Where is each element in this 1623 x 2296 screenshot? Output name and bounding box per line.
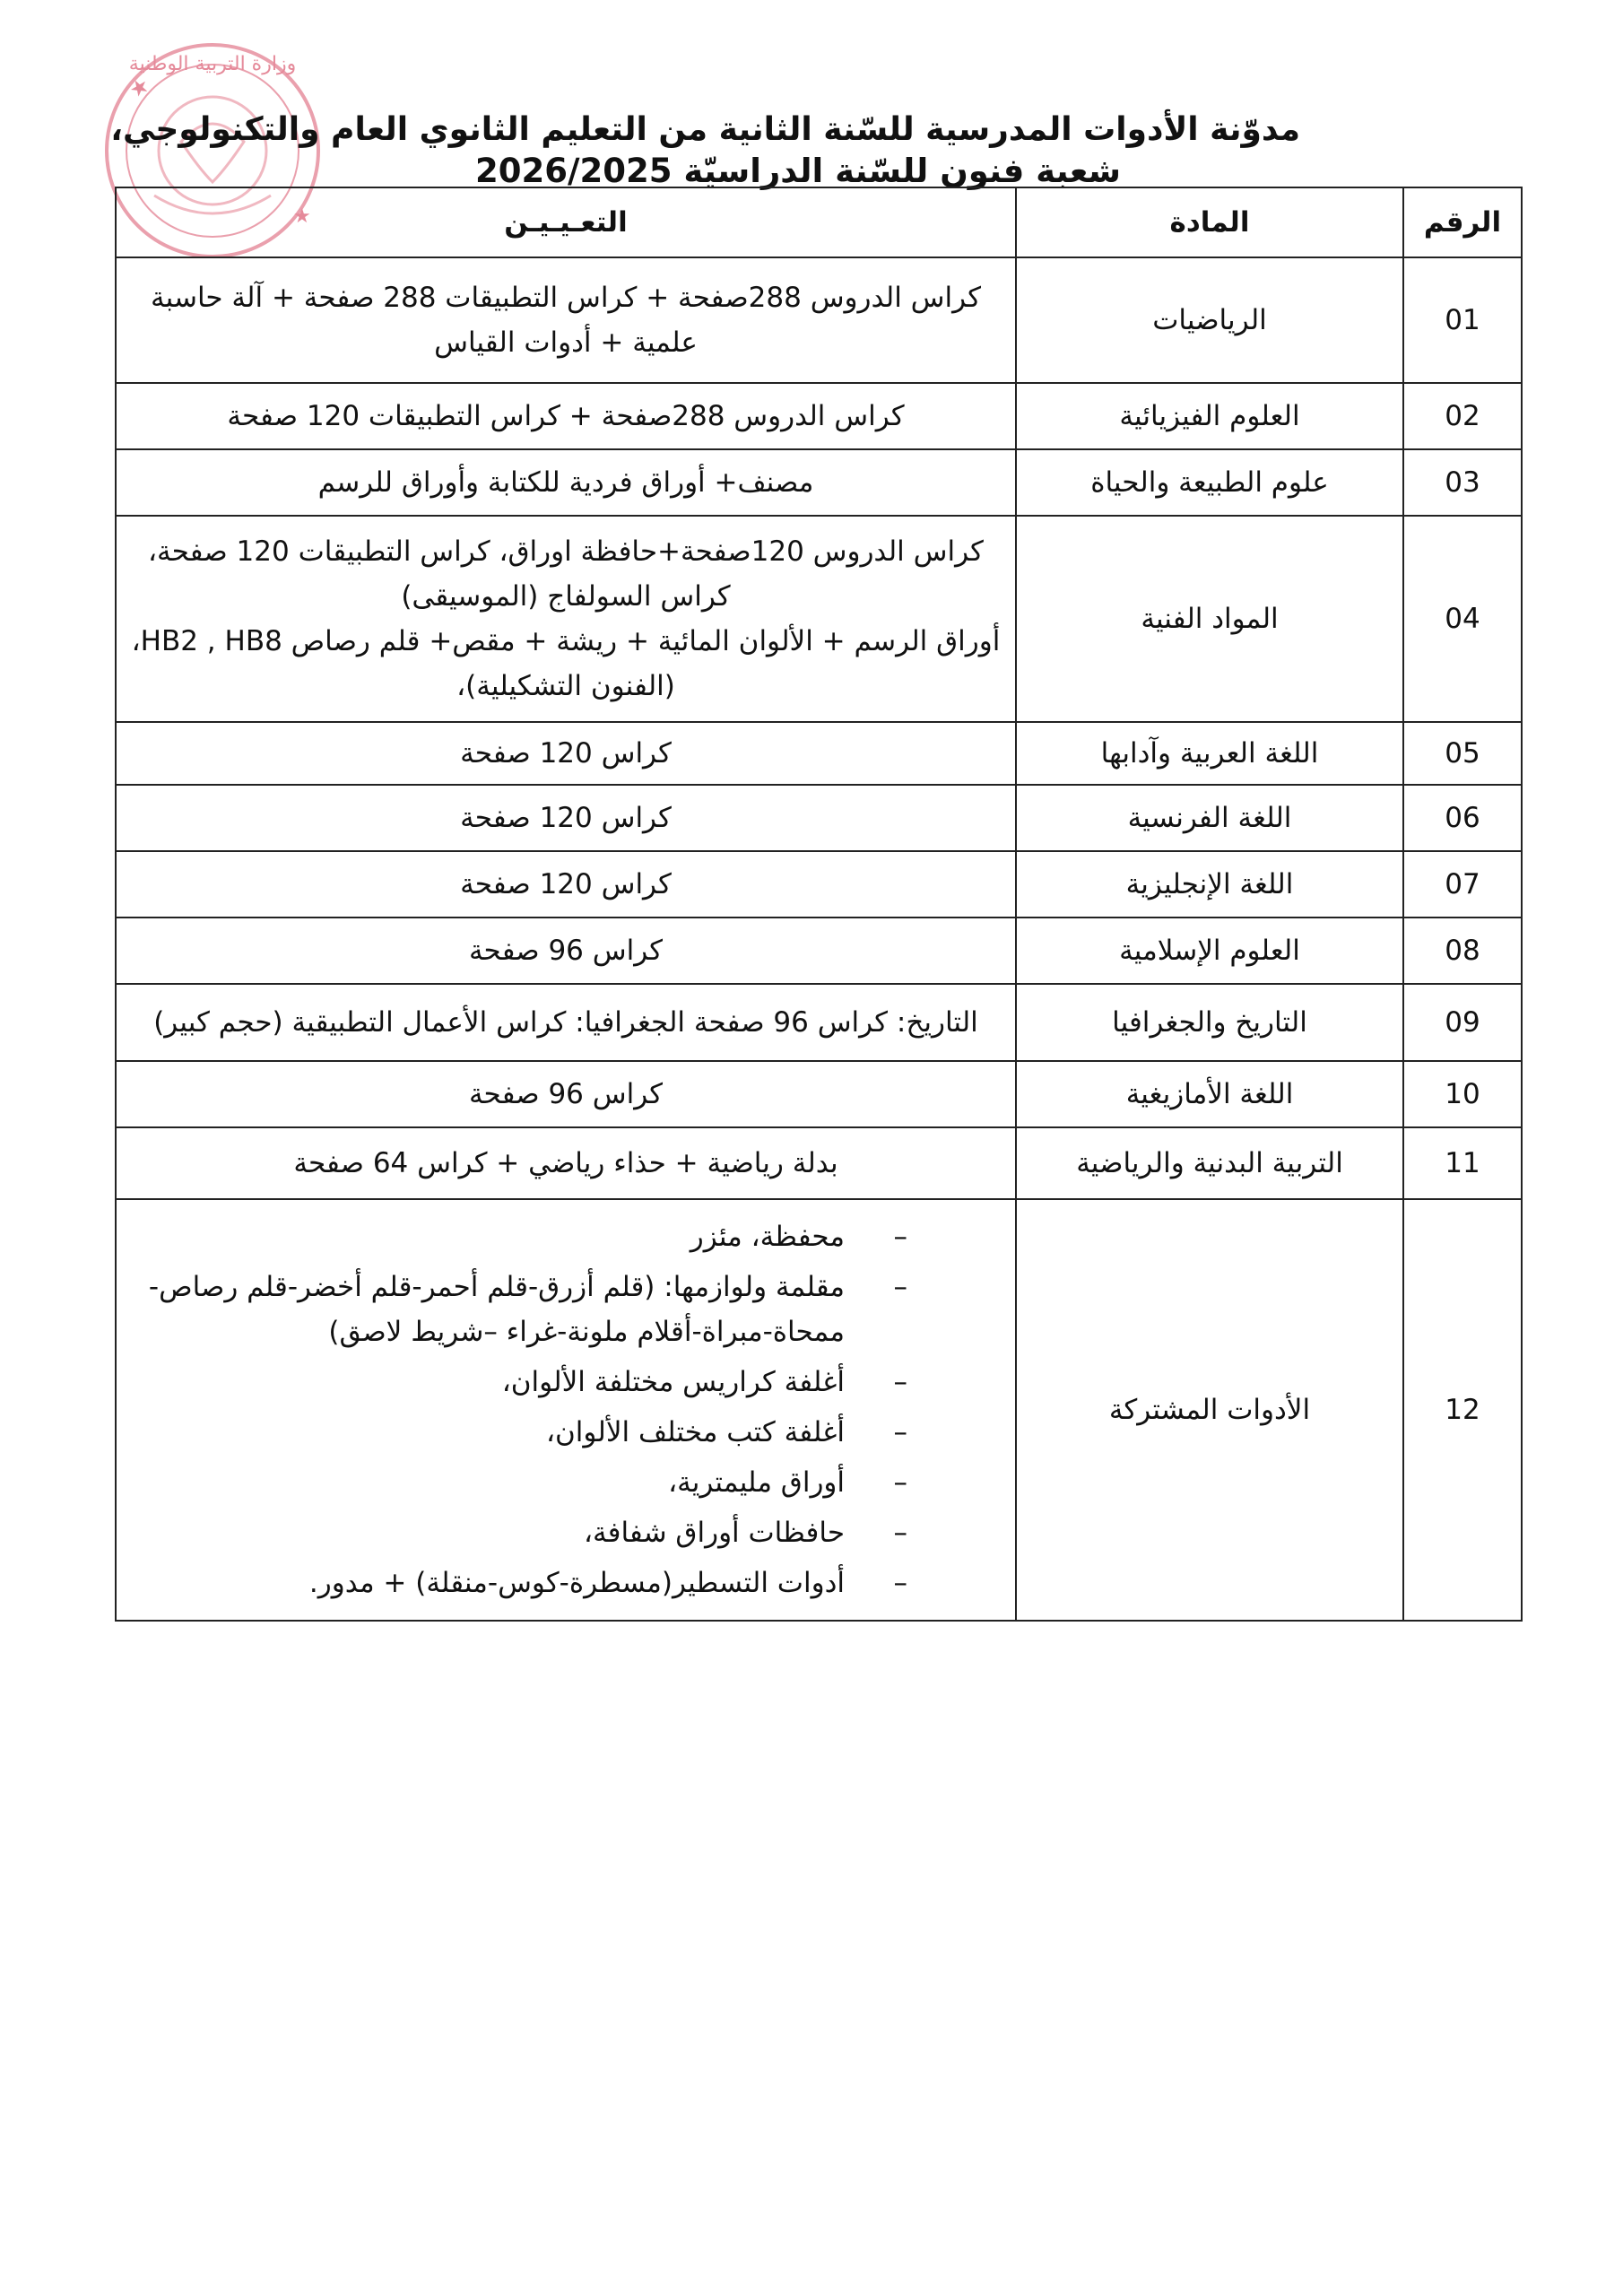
- header-number: الرقم: [1403, 187, 1522, 257]
- row-subject: الرياضيات: [1016, 257, 1403, 383]
- row-number: 09: [1403, 984, 1522, 1061]
- row-subject: الأدوات المشتركة: [1016, 1199, 1403, 1621]
- stamp-text: وزارة التربية الوطنية: [128, 53, 297, 75]
- row-description: [116, 516, 1016, 722]
- row-number: 03: [1403, 449, 1522, 516]
- row-description: كراس 120 صفحة: [116, 851, 1016, 918]
- row-description: كراس الدروس 288صفحة + كراس التطبيقات 120 صفحة: [116, 383, 1016, 449]
- row-subject: اللغة الفرنسية: [1016, 785, 1403, 851]
- row-description: كراس الدروس 288صفحة + كراس التطبيقات 288 صفحة + آلة حاسبة علمية + أدوات القياس: [116, 257, 1016, 383]
- row-subject: اللغة الأمازيغية: [1016, 1061, 1403, 1127]
- row-number: 01: [1403, 257, 1522, 383]
- row-number: 04: [1403, 516, 1522, 722]
- list-item: – أغلفة كتب مختلف الألوان،: [126, 1410, 854, 1455]
- table-row: [116, 1199, 1522, 1621]
- table-row: [116, 918, 1522, 984]
- row-number: 08: [1403, 918, 1522, 984]
- table-row: [116, 785, 1522, 851]
- list-item: – محفظة، مئزر: [126, 1214, 854, 1259]
- document-subtitle: شعبة فنون للسّنة الدراسيّة 2026/2025: [475, 152, 1121, 190]
- table-row: [116, 383, 1522, 449]
- row-subject: علوم الطبيعة والحياة: [1016, 449, 1403, 516]
- table-row: [116, 1061, 1522, 1127]
- document-title: مدوّنة الأدوات المدرسية للسّنة الثانية من التعليم الثانوي العام والتكنولوجي،: [110, 111, 1300, 148]
- row-description: كراس 96 صفحة: [116, 918, 1016, 984]
- list-item: – مقلمة ولوازمها: (قلم أزرق-قلم أحمر-قلم أخضر-قلم رصاص-ممحاة-مبراة-أقلام ملونة-غراء –شريط لاصق): [126, 1265, 854, 1354]
- row-number: 06: [1403, 785, 1522, 851]
- shared-supplies-list: [126, 1214, 1006, 1605]
- row-number: 11: [1403, 1127, 1522, 1199]
- table-header-row: [116, 187, 1522, 257]
- row-description: كراس 96 صفحة: [116, 1061, 1016, 1127]
- row-number: 10: [1403, 1061, 1522, 1127]
- row-description: مصنف+ أوراق فردية للكتابة وأوراق للرسم: [116, 449, 1016, 516]
- svg-text:★: ★: [125, 72, 154, 104]
- header-designation: التعـيـيـن: [116, 187, 1016, 257]
- arts-supplies-line2: أوراق الرسم + الألوان المائية + ريشة + مقص+ قلم رصاص HB2 , HB8، (الفنون التشكيلية)،: [131, 625, 1001, 702]
- row-subject: اللغة الإنجليزية: [1016, 851, 1403, 918]
- list-item: – حافظات أوراق شفافة،: [126, 1510, 854, 1555]
- table-row: [116, 257, 1522, 383]
- table-row: [116, 722, 1522, 785]
- supplies-table: [115, 187, 1523, 1622]
- row-subject: المواد الفنية: [1016, 516, 1403, 722]
- table-row: [116, 449, 1522, 516]
- row-subject: التربية البدنية والرياضية: [1016, 1127, 1403, 1199]
- row-number: 07: [1403, 851, 1522, 918]
- table-row: [116, 851, 1522, 918]
- table-row: [116, 984, 1522, 1061]
- row-description: بدلة رياضية + حذاء رياضي + كراس 64 صفحة: [116, 1127, 1016, 1199]
- svg-text:★: ★: [293, 205, 311, 228]
- row-description: كراس 120 صفحة: [116, 785, 1016, 851]
- arts-supplies-line1: كراس الدروس 120صفحة+حافظة اوراق، كراس التطبيقات 120 صفحة، كراس السولفاج (الموسيقى): [148, 535, 984, 613]
- header-subject: المادة: [1016, 187, 1403, 257]
- row-subject: التاريخ والجغرافيا: [1016, 984, 1403, 1061]
- list-item: – أدوات التسطير(مسطرة-كوس-منقلة) + مدور.: [126, 1561, 854, 1605]
- row-description: [116, 1199, 1016, 1621]
- table-row: [116, 1127, 1522, 1199]
- row-number: 05: [1403, 722, 1522, 785]
- list-item: – أغلفة كراريس مختلفة الألوان،: [126, 1360, 854, 1405]
- row-description: كراس 120 صفحة: [116, 722, 1016, 785]
- row-subject: العلوم الإسلامية: [1016, 918, 1403, 984]
- row-subject: العلوم الفيزيائية: [1016, 383, 1403, 449]
- row-subject: اللغة العربية وآدابها: [1016, 722, 1403, 785]
- list-item: – أوراق مليمترية،: [126, 1460, 854, 1505]
- table-row: [116, 516, 1522, 722]
- row-number: 12: [1403, 1199, 1522, 1621]
- row-number: 02: [1403, 383, 1522, 449]
- row-description: التاريخ: كراس 96 صفحة الجغرافيا: كراس الأعمال التطبيقية (حجم كبير): [116, 984, 1016, 1061]
